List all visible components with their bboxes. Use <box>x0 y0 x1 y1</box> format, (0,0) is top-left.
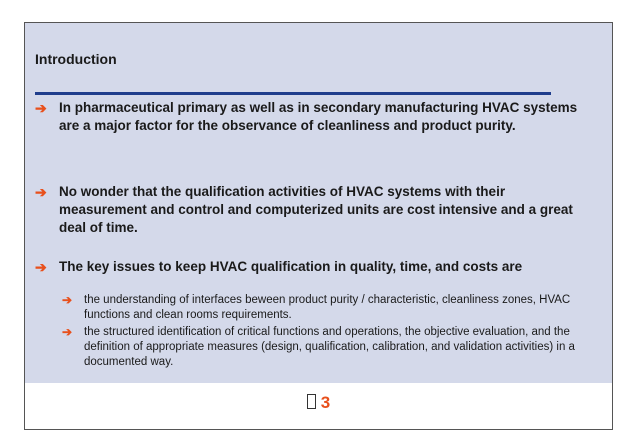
slide <box>24 22 613 430</box>
slide-title: Introduction <box>35 51 117 67</box>
sub-bullet-item <box>62 325 607 370</box>
bullet-item <box>35 183 595 237</box>
right-arrow-icon: ➔ <box>62 325 73 339</box>
bullet-text: No wonder that the qualification activities of HVAC systems with their measurement and control and computerized units are cost intensive and a great deal of time. <box>59 184 573 235</box>
sub-bullet-text: the understanding of interfaces beween product purity / characteristic, cleanliness zones, HVAC functions and clean rooms requirements. <box>84 294 571 321</box>
page-number: 3 <box>320 393 331 412</box>
slide-content <box>25 23 612 383</box>
bullet-item <box>35 99 595 135</box>
missing-glyph-icon <box>307 394 316 409</box>
bullet-text: The key issues to keep HVAC qualification in quality, time, and costs are <box>59 259 523 274</box>
right-arrow-icon: ➔ <box>35 259 47 275</box>
slide-footer <box>25 393 612 413</box>
title-underline <box>35 92 551 95</box>
right-arrow-icon: ➔ <box>62 293 73 307</box>
bullet-item <box>35 258 595 276</box>
right-arrow-icon: ➔ <box>35 100 47 116</box>
bullet-text: In pharmaceutical primary as well as in secondary manufacturing HVAC systems are a major factor for the observance of cleanliness and product purity. <box>59 100 578 133</box>
sub-bullet-text: the structured identification of critical functions and operations, the objective evaluation, and the definition of appropriate measures (design, qualification, calibration, and validation activities) in a documented way. <box>84 326 575 368</box>
right-arrow-icon: ➔ <box>35 184 47 200</box>
sub-bullet-item <box>62 293 607 323</box>
